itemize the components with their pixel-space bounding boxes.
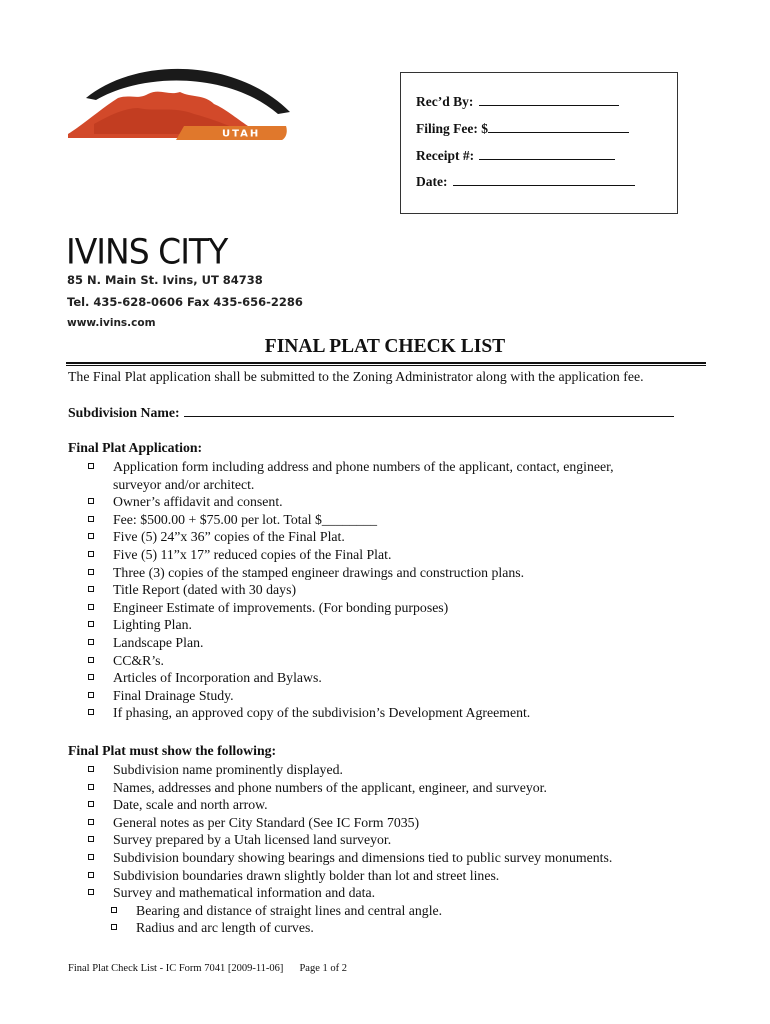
list-item: Owner’s affidavit and consent. xyxy=(88,493,614,511)
checkbox[interactable] xyxy=(88,604,94,610)
document-title: FINAL PLAT CHECK LIST xyxy=(264,336,506,357)
list-item: Subdivision boundaries drawn slightly bolder than lot and street lines. xyxy=(88,867,612,885)
filing-fee-line xyxy=(488,120,629,133)
recd-by-line xyxy=(479,93,619,106)
city-name: IVINS CITY xyxy=(66,231,228,272)
list-item: Engineer Estimate of improvements. (For bonding purposes) xyxy=(88,599,614,617)
must-show-heading: Final Plat must show the following: xyxy=(68,743,277,758)
checkbox[interactable] xyxy=(88,516,94,522)
subdivision-name-line xyxy=(184,404,674,417)
checkbox[interactable] xyxy=(88,784,94,790)
ivins-logo xyxy=(64,64,296,142)
list-item: Survey prepared by a Utah licensed land surveyor. xyxy=(88,831,612,849)
list-subitem: Radius and arc length of curves. xyxy=(88,919,612,937)
checkbox[interactable] xyxy=(88,533,94,539)
list-item: Final Drainage Study. xyxy=(88,687,614,705)
subdivision-name-label: Subdivision Name: xyxy=(68,405,180,420)
list-item: Names, addresses and phone numbers of the applicant, engineer, and surveyor. xyxy=(88,779,612,797)
application-heading: Final Plat Application: xyxy=(68,440,203,455)
subdivision-name-field xyxy=(68,404,674,421)
list-item: Three (3) copies of the stamped engineer drawings and construction plans. xyxy=(88,564,614,582)
checkbox[interactable] xyxy=(88,889,94,895)
list-item: General notes as per City Standard (See IC Form 7035) xyxy=(88,814,612,832)
list-subitem: Bearing and distance of straight lines and central angle. xyxy=(88,902,612,920)
page-footer xyxy=(68,963,347,974)
checkbox[interactable] xyxy=(88,674,94,680)
list-item: Subdivision boundary showing bearings and dimensions tied to public survey monuments. xyxy=(88,849,612,867)
checkbox[interactable] xyxy=(88,692,94,698)
list-item: If phasing, an approved copy of the subdivision’s Development Agreement. xyxy=(88,704,614,722)
checkbox[interactable] xyxy=(88,872,94,878)
list-item: Five (5) 11”x 17” reduced copies of the Final Plat. xyxy=(88,546,614,564)
checkbox[interactable] xyxy=(111,907,117,913)
checkbox[interactable] xyxy=(88,551,94,557)
office-use-box xyxy=(400,72,678,214)
checkbox[interactable] xyxy=(88,463,94,469)
list-item: Title Report (dated with 30 days) xyxy=(88,581,614,599)
list-item: Application form including address and phone numbers of the applicant, contact, engineer, surveyor and/or architect. xyxy=(88,458,614,493)
must-show-checklist xyxy=(88,761,612,937)
checkbox[interactable] xyxy=(88,498,94,504)
checkbox[interactable] xyxy=(88,766,94,772)
checkbox[interactable] xyxy=(88,621,94,627)
city-address: 85 N. Main St. Ivins, UT 84738 xyxy=(67,273,263,287)
logo-text: UTAH xyxy=(222,128,261,140)
date-label: Date: xyxy=(416,174,448,189)
recd-by-row xyxy=(416,93,619,110)
title-rule xyxy=(66,362,706,366)
checkbox[interactable] xyxy=(88,586,94,592)
city-website: www.ivins.com xyxy=(67,317,156,329)
checkbox[interactable] xyxy=(88,819,94,825)
checkbox[interactable] xyxy=(88,639,94,645)
list-item: Survey and mathematical information and data. xyxy=(88,884,612,902)
checkbox[interactable] xyxy=(88,854,94,860)
list-item: Fee: $500.00 + $75.00 per lot. Total $________ xyxy=(88,511,614,529)
list-item: CC&R’s. xyxy=(88,652,614,670)
checkbox[interactable] xyxy=(88,709,94,715)
checkbox[interactable] xyxy=(88,801,94,807)
list-item: Five (5) 24”x 36” copies of the Final Plat. xyxy=(88,528,614,546)
list-item: Articles of Incorporation and Bylaws. xyxy=(88,669,614,687)
list-item: Landscape Plan. xyxy=(88,634,614,652)
checkbox[interactable] xyxy=(88,836,94,842)
list-item: Lighting Plan. xyxy=(88,616,614,634)
filing-fee-row xyxy=(416,120,629,137)
intro-text: The Final Plat application shall be submitted to the Zoning Administrator along with the application fee. xyxy=(68,369,644,384)
date-row xyxy=(416,173,635,190)
date-line xyxy=(453,173,635,186)
receipt-row xyxy=(416,147,615,164)
list-item: Subdivision name prominently displayed. xyxy=(88,761,612,779)
city-phone: Tel. 435-628-0606 Fax 435-656-2286 xyxy=(67,295,303,309)
checkbox[interactable] xyxy=(88,569,94,575)
footer-form-id: Final Plat Check List - IC Form 7041 [2009-11-06] xyxy=(68,963,284,974)
receipt-label: Receipt #: xyxy=(416,148,475,163)
list-item: Date, scale and north arrow. xyxy=(88,796,612,814)
filing-fee-label: Filing Fee: $ xyxy=(416,121,488,136)
recd-by-label: Rec’d By: xyxy=(416,94,474,109)
receipt-line xyxy=(479,147,615,160)
checkbox[interactable] xyxy=(111,924,117,930)
checkbox[interactable] xyxy=(88,657,94,663)
footer-page-number: Page 1 of 2 xyxy=(299,963,347,974)
application-checklist xyxy=(88,458,614,722)
